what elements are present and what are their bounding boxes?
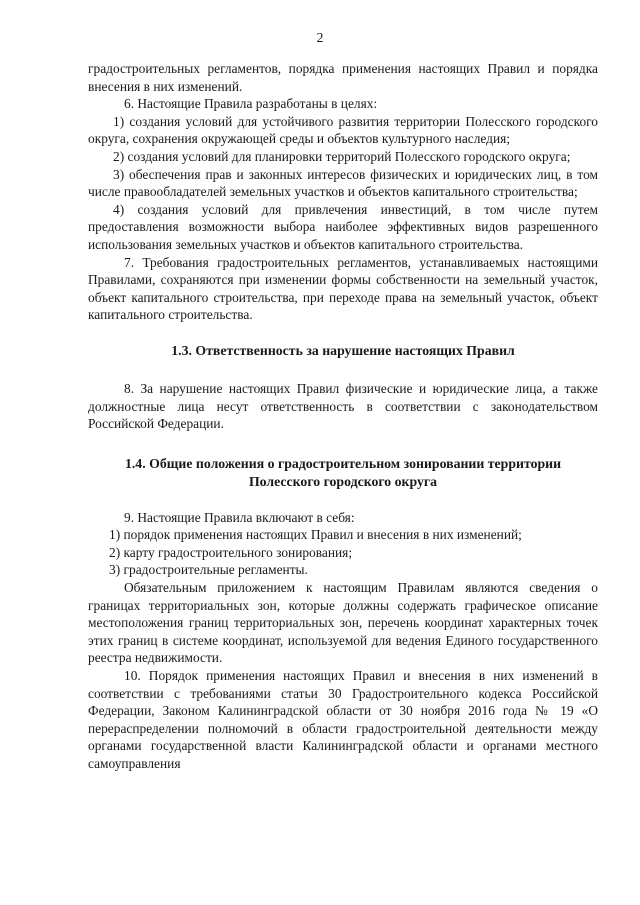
- list-item-goal-4: 4) создания условий для привлечения инвестиций, в том числе путем предоставления возможности выбора наиболее эффективных видов разрешенного использования земельных участков и объектов капитального строительства.: [88, 201, 598, 252]
- paragraph-continuation: градостроительных регламентов, порядка применения настоящих Правил и порядка внесения в них изменений.: [88, 61, 598, 94]
- list-item-goal-2: 2) создания условий для планировки территорий Полесского городского округа;: [113, 148, 571, 164]
- paragraph-7: 7. Требования градостроительных регламентов, устанавливаемых настоящими Правилами, сохраняются при изменении формы собственности на земельный участок, объект капитального строительства, при переходе права на земельный участок, объект капитального строительства.: [88, 254, 598, 323]
- list-item-goal-1: 1) создания условий для устойчивого развития территории Полесского городского округа, сохранения окружающей среды и объектов культурного наследия;: [88, 113, 598, 147]
- paragraph-9: 9. Настоящие Правила включают в себя:: [124, 509, 355, 525]
- paragraph-6: 6. Настоящие Правила разработаны в целях:: [124, 96, 378, 112]
- list-item-includes-1: 1) порядок применения настоящих Правил и внесения в них изменений;: [109, 527, 522, 543]
- paragraph-annex: Обязательным приложением к настоящим Правилам являются сведения о границах территориальных зон, которые должны содержать графическое описание местоположения границ территориальных зон, перечень координат характерных точек этих границ в системе координат, используемой для ведения Единого государственного реестра недвижимости.: [88, 580, 598, 666]
- section-heading-1-3: 1.3. Ответственность за нарушение настоящих Правил: [171, 342, 515, 358]
- section-heading-1-4-line1: 1.4. Общие положения о градостроительном зонировании территории: [124, 455, 562, 471]
- list-item-includes-2: 2) карту градостроительного зонирования;: [109, 544, 353, 560]
- paragraph-10: 10. Порядок применения настоящих Правил и внесения в них изменений в соответствии с требованиями статьи 30 Градостроительного кодекса Российской Федерации, Законом Калининградской области от 30 ноября 2016 года № 19 «О перераспределении полномочий в области градостроительной деятельности между органами государственной власти Калининградской области и органами местного самоуправления: [88, 668, 598, 771]
- list-item-includes-3: 3) градостроительные регламенты.: [109, 562, 308, 578]
- document-body: [88, 60, 598, 773]
- section-heading-1-4: [88, 455, 598, 491]
- section-heading-1-4-line2: Полесского городского округа: [248, 473, 438, 489]
- list-item-goal-3: 3) обеспечения прав и законных интересов физических и юридических лиц, в том числе правообладателей земельных участков и объектов капитального строительства;: [88, 166, 598, 200]
- page-number: 2: [316, 31, 324, 46]
- paragraph-8: 8. За нарушение настоящих Правил физические и юридические лица, а также должностные лица несут ответственность в соответствии с законодательством Российской Федерации.: [88, 380, 598, 432]
